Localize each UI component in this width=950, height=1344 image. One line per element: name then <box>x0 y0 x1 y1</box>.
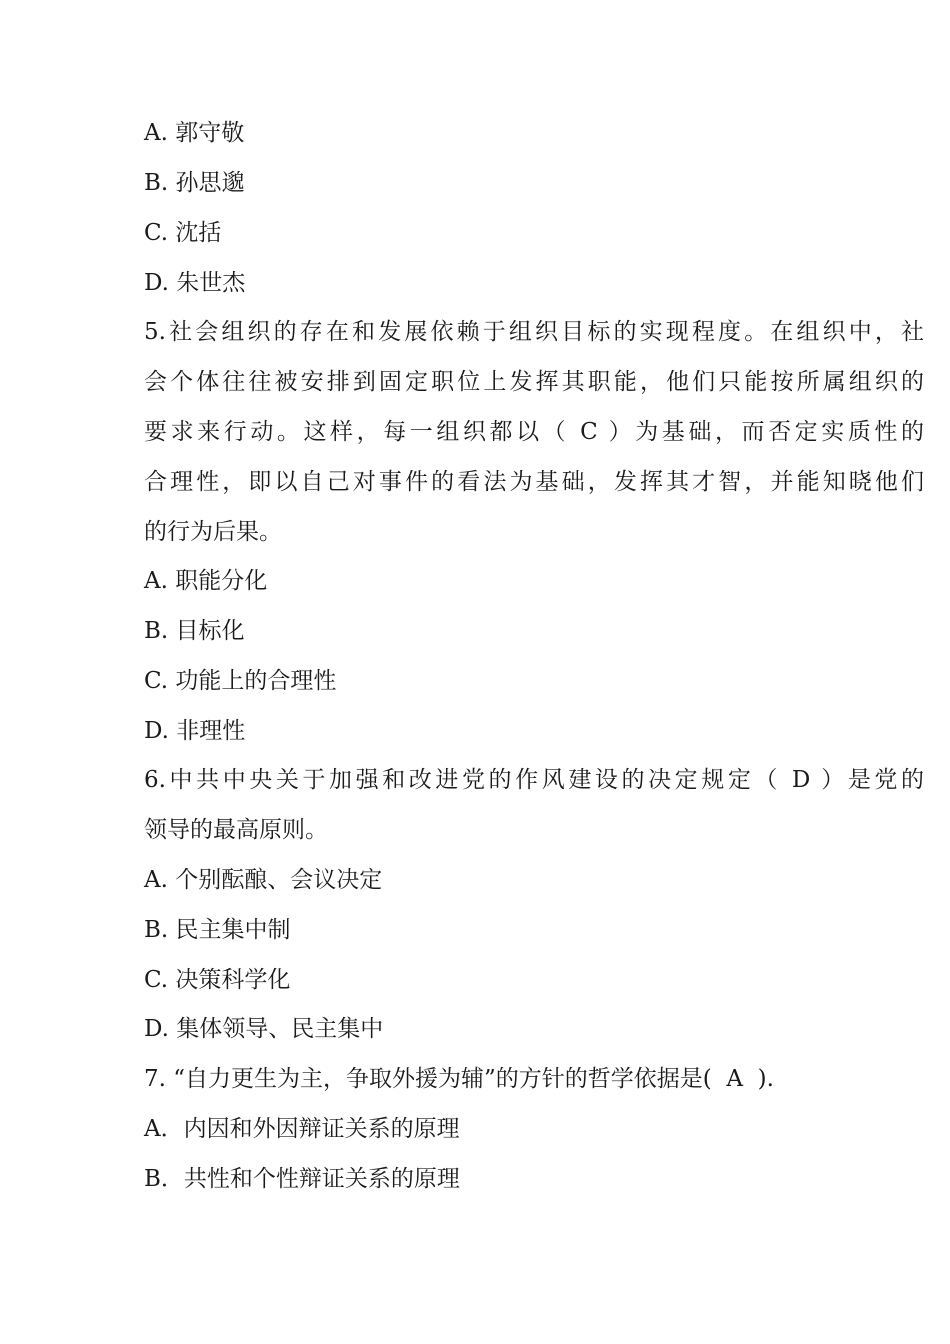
q5-stem-line-3: 要求来行动。这样，每一组织都以（ C ）为基础，而否定实质性的 <box>144 419 924 445</box>
q6-option-b: B. 民主集中制 <box>144 917 291 943</box>
q6-stem-line-2: 领导的最高原则。 <box>144 817 328 843</box>
q4-option-c: C. 沈括 <box>144 220 222 246</box>
q5-option-b: B. 目标化 <box>144 618 245 644</box>
q4-option-d: D. 朱世杰 <box>144 270 246 296</box>
q6-stem-line-1: 6.中共中央关于加强和改进党的作风建设的决定规定（ D ）是党的 <box>144 767 924 793</box>
q7-option-b: B．共性和个性辩证关系的原理 <box>144 1166 460 1192</box>
q5-option-c: C. 功能上的合理性 <box>144 668 337 694</box>
q5-option-d: D. 非理性 <box>144 718 246 744</box>
q6-option-d: D. 集体领导、民主集中 <box>144 1016 384 1042</box>
q4-option-b: B. 孙思邈 <box>144 170 245 196</box>
q4-option-a: A. 郭守敬 <box>144 120 245 146</box>
q6-option-c: C. 决策科学化 <box>144 967 291 993</box>
q7-option-a: A．内因和外因辩证关系的原理 <box>144 1116 460 1142</box>
q5-stem-line-4: 合理性，即以自己对事件的看法为基础，发挥其才智，并能知晓他们 <box>144 469 924 495</box>
q5-stem-line-1: 5.社会组织的存在和发展依赖于组织目标的实现程度。在组织中，社 <box>144 319 924 345</box>
q5-stem-line-5: 的行为后果。 <box>144 519 282 545</box>
q5-option-a: A. 职能分化 <box>144 568 268 594</box>
q5-stem-line-2: 会个体往往被安排到固定职位上发挥其职能，他们只能按所属组织的 <box>144 369 924 395</box>
q6-option-a: A. 个别酝酿、会议决定 <box>144 867 383 893</box>
q7-stem: 7. “自力更生为主，争取外援为辅”的方针的哲学依据是( A ). <box>144 1066 774 1092</box>
